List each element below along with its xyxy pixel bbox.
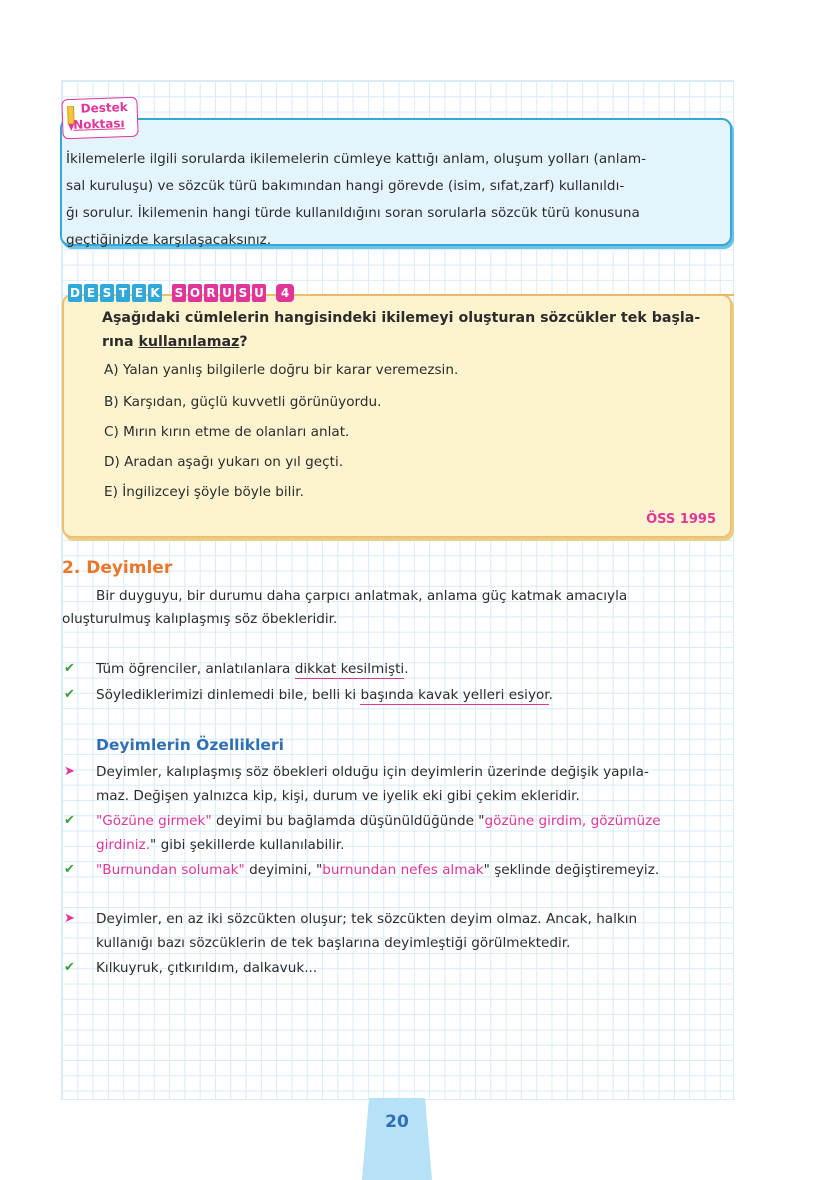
arrow-icon: ➤	[64, 764, 75, 779]
check-icon: ✔	[64, 813, 75, 828]
destek-noktasi-box	[60, 118, 732, 246]
question-number: 4	[276, 284, 294, 302]
label-rule	[310, 294, 734, 296]
feature-2-example: Kılkuyruk, çıtkırıldım, dalkavuk...	[96, 960, 318, 976]
question-part-2: rına	[102, 334, 139, 350]
option-e[interactable]: E) İngilizceyi şöyle böyle bilir.	[104, 484, 304, 500]
intro-line-1: Bir duyguyu, bir durumu daha çarpıcı anlatmak, anlama güç katmak amacıyla	[96, 588, 628, 604]
dn-line-1: İkilemelerle ilgili sorularda ikilemelerin cümleye kattığı anlam, oluşum yolları (anlam-	[66, 151, 647, 167]
option-b[interactable]: B) Karşıdan, güçlü kuvvetli görünüyordu.	[104, 394, 382, 410]
label-letter: S	[172, 284, 186, 302]
example-1: Tüm öğrenciler, anlatılanlara dikkat kesilmişti.	[96, 661, 409, 677]
label-letter: D	[68, 284, 82, 302]
question-underlined: kullanılamaz	[138, 334, 240, 350]
idiom-underline: başında kavak yelleri esiyor	[360, 687, 549, 703]
check-icon: ✔	[64, 862, 75, 877]
check-icon: ✔	[64, 687, 75, 702]
option-a[interactable]: A) Yalan yanlış bilgilerle doğru bir karar veremezsin.	[104, 362, 459, 378]
arrow-icon: ➤	[64, 911, 75, 926]
label-letter: U	[220, 284, 234, 302]
check-icon: ✔	[64, 661, 75, 676]
features-title: Deyimlerin Özellikleri	[96, 736, 284, 754]
feature-1-example-1: "Gözüne girmek" deyimi bu bağlamda düşünüldüğünde "gözüne girdim, gözümüze	[96, 813, 661, 829]
page-number: 20	[385, 1112, 409, 1132]
dn-line-4: geçtiğinizde karşılaşacaksınız.	[66, 232, 272, 248]
dn-line-2: sal kuruluşu) ve sözcük türü bakımından hangi görevde (isim, sıfat,zarf) kullanıldı-	[66, 178, 625, 194]
question-part-1: Aşağıdaki cümlelerin hangisindeki ikilemeyi oluşturan sözcükler tek başla-	[102, 310, 701, 326]
feature-1-line-2: maz. Değişen yalnızca kip, kişi, durum ve iyelik eki gibi çekim ekleridir.	[96, 788, 580, 804]
feature-1-example-2: "Burnundan solumak" deyimini, "burnundan nefes almak" şeklinde değiştiremeyiz.	[96, 862, 660, 878]
dn-line-3: ğı sorulur. İkilemenin hangi türde kullanıldığını soran sorularla sözcük türü konusuna	[66, 205, 640, 221]
label-letter: S	[100, 284, 114, 302]
badge-text-noktasi: Noktası	[72, 116, 125, 132]
label-letter: R	[204, 284, 218, 302]
label-letter: E	[132, 284, 146, 302]
destek-sorusu-box	[62, 294, 732, 538]
idiom-underline: dikkat kesilmişti	[294, 661, 405, 677]
destek-noktasi-badge	[61, 97, 138, 140]
section-title: 2. Deyimler	[62, 558, 173, 578]
page-number-tab	[362, 1098, 432, 1180]
question-text	[102, 306, 722, 354]
feature-2-line-2: kullanığı bazı sözcüklerin de tek başlarına deyimleştiği görülmektedir.	[96, 935, 571, 951]
label-letter: O	[189, 286, 201, 300]
label-letter: S	[236, 284, 250, 302]
feature-1-line-1: Deyimler, kalıplaşmış söz öbekleri olduğu için deyimlerin üzerinde değişik yapıla-	[96, 764, 649, 780]
destek-sorusu-label	[68, 284, 294, 304]
feature-1-example-1-cont: girdiniz." gibi şekillerde kullanılabilir.	[96, 837, 345, 853]
badge-text-destek: Destek	[80, 100, 128, 116]
check-icon: ✔	[64, 960, 75, 975]
label-letter: K	[148, 284, 162, 302]
label-letter: T	[116, 284, 130, 302]
example-2: Söylediklerimizi dinlemedi bile, belli ki başında kavak yelleri esiyor.	[96, 687, 553, 703]
label-letter: U	[252, 284, 266, 302]
feature-2-line-1: Deyimler, en az iki sözcükten oluşur; tek sözcükten deyim olmaz. Ancak, halkın	[96, 911, 638, 927]
intro-line-2: oluşturulmuş kalıplaşmış söz öbekleridir.	[62, 611, 338, 627]
source-label: ÖSS 1995	[646, 512, 716, 527]
label-letter: E	[84, 284, 98, 302]
option-c[interactable]: C) Mırın kırın etme de olanları anlat.	[104, 424, 350, 440]
question-end: ?	[239, 334, 248, 350]
option-d[interactable]: D) Aradan aşağı yukarı on yıl geçti.	[104, 454, 344, 470]
